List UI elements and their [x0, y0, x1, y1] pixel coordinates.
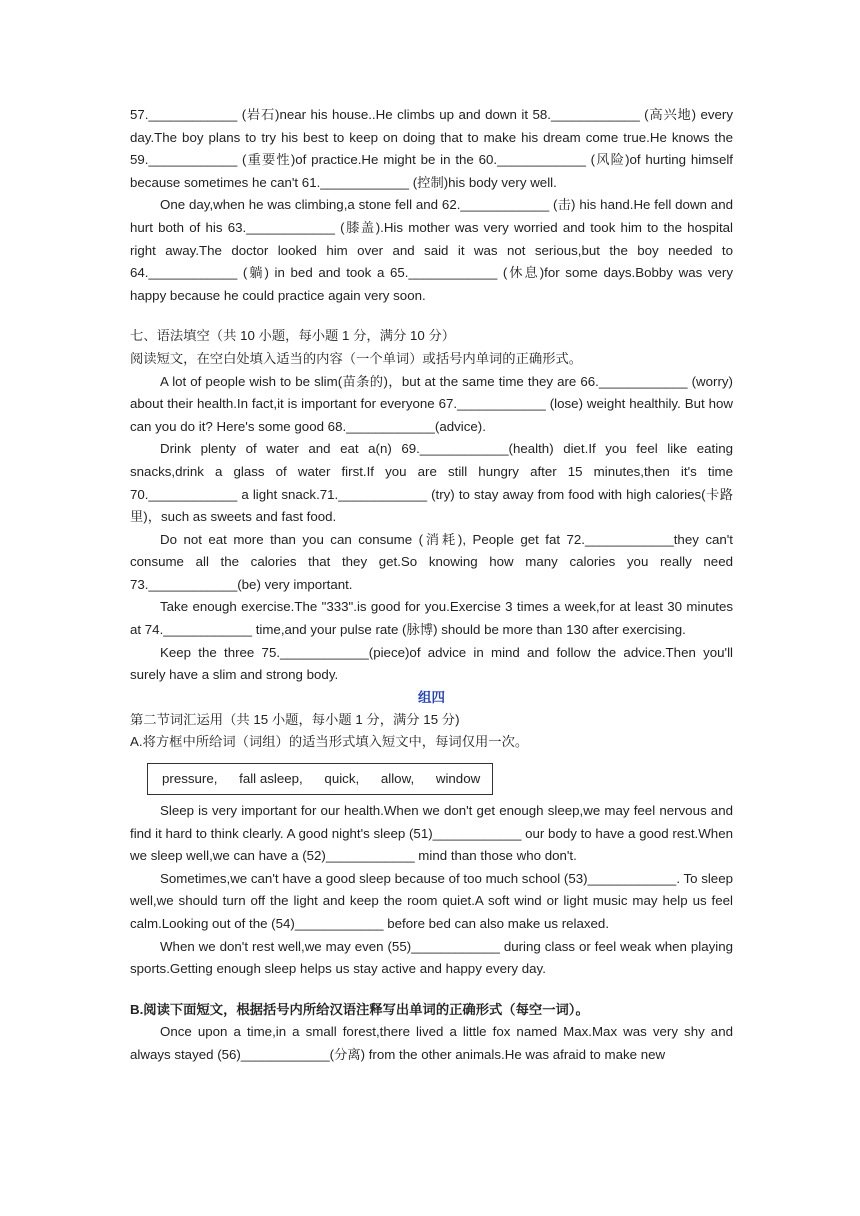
document-page [130, 104, 733, 1067]
section-title: 第二节词汇运用（共 15 小题，每小题 1 分，满分 15 分) [130, 711, 460, 727]
passage-paragraph: Once upon a time,in a small forest,there lived a little fox named Max.Max was very shy and always stayed (56)____________(分离) from the other animals.He was afraid to make new [130, 1024, 733, 1062]
passage-paragraph: Do not eat more than you can consume (消耗), People get fat 72.____________they can't consume all the calories that they get.So knowing how many calories you really need 73.____________(be) very important. [130, 531, 733, 592]
word-box [147, 763, 493, 795]
word-box-item: window [435, 771, 481, 787]
passage-paragraph: Take enough exercise.The "333".is good for you.Exercise 3 times a week,for at least 30 minutes at 74.____________ time,and your pulse rate (脉博) should be more than 130 after exercising. [130, 599, 733, 638]
passage-paragraph: 57.____________ (岩石)near his house..He climbs up and down it 58.____________ (高兴地) every day.The boy plans to try his best to keep on doing that to make his dream come true.He knows the 59.____________ (重要性)of practice.He might be in the 60.____________ (风险)of hurting himself because sometimes he can't 61.____________ (控制)his body very well. [130, 107, 733, 190]
word-box-item: quick, [324, 771, 360, 787]
word-box-item: fall asleep, [239, 771, 303, 787]
word-box-item: allow, [380, 771, 415, 787]
group-heading: 组四 [418, 689, 445, 705]
word-box-item: pressure, [162, 771, 218, 787]
passage-paragraph: Drink plenty of water and eat a(n) 69.____________(health) diet.If you feel like eating snacks,drink a glass of water first.If you are still hungry after 15 minutes,then it's time 70.____________ a light snack.71.____________ (try) to stay away from food with high calories(卡路里)，such as sweets and fast food. [130, 441, 733, 525]
passage-paragraph: When we don't rest well,we may even (55)____________ during class or feel weak when playing sports.Getting enough sleep helps us stay active and happy every day. [130, 938, 733, 977]
passage-paragraph: Keep the three 75.____________(piece)of advice in mind and follow the advice.Then you'll surely have a slim and strong body. [130, 644, 733, 683]
section-title: 七、语法填空（共 10 小题，每小题 1 分，满分 10 分） [130, 328, 456, 344]
part-a-instruction: A.将方框中所给词（词组）的适当形式填入短文中，每词仅用一次。 [130, 734, 529, 750]
passage-paragraph: Sleep is very important for our health.When we don't get enough sleep,we may feel nervous and find it hard to think clearly. A good night's sleep (51)____________ our body to have a good rest.When we sleep well,we can have a (52)____________ mind than those who don't. [130, 803, 733, 864]
passage-paragraph: One day,when he was climbing,a stone fell and 62.____________ (击) his hand.He fell down and hurt both of his 63.____________ (膝盖).His mother was very worried and took him to the hospital right away.The doctor looked him over and said it was not serious,but the boy needed to 64.____________ (躺) in bed and took a 65.____________ (休息)for some days.Bobby was very happy because he could practice again very soon. [130, 197, 733, 303]
part-b-instruction: B.阅读下面短文，根据括号内所给汉语注释写出单词的正确形式（每空一词）。 [130, 1001, 589, 1017]
section-instruction: 阅读短文，在空白处填入适当的内容（一个单词）或括号内单词的正确形式。 [130, 350, 583, 366]
passage-paragraph: A lot of people wish to be slim(苗条的)，but at the same time they are 66.____________ (worry) about their health.In fact,it is important for everyone 67.____________ (lose) weight healthily. But how can you do it? Here's some good 68.____________(advice). [130, 373, 733, 434]
passage-paragraph: Sometimes,we can't have a good sleep because of too much school (53)____________. To sleep well,we should turn off the light and keep the room quiet.A soft wind or light music may help us feel calm.Looking out of the (54)____________ before bed can also make us relaxed. [130, 870, 733, 931]
